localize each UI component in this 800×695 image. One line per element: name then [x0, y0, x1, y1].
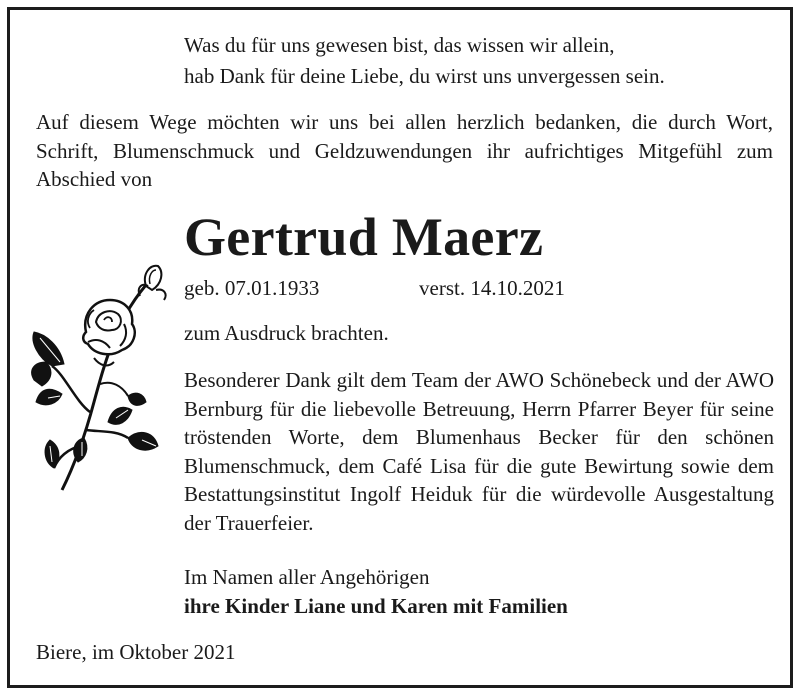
birth-date: geb. 07.01.1933 — [184, 276, 320, 300]
life-dates — [184, 274, 565, 302]
thanks-paragraph: Besonderer Dank gilt dem Team der AWO Schönebeck und der AWO Bernburg für die liebevolle Betreuung, Herrn Pfarrer Beyer für seine tröstenden Worte, dem Blumenhaus Becker für den schönen Blumenschmuck, dem Café Lisa für die gute Bewirtung sowie dem Bestattungsinstitut Ingolf Heiduk für die würdevolle Ausgestaltung der Trauerfeier. — [184, 368, 774, 535]
signature-names: ihre Kinder Liane und Karen mit Familien — [184, 594, 568, 618]
memorial-poem — [184, 30, 665, 92]
signature-intro: Im Namen aller Angehörigen — [184, 565, 430, 589]
expression-text: zum Ausdruck brachten. — [184, 321, 389, 345]
place-date: Biere, im Oktober 2021 — [36, 640, 236, 664]
intro-text: Auf diesem Wege möchten wir uns bei allen herzlich bedanken, die durch Wort, Schrift, Blumenschmuck und Geldzuwendungen ihr aufrichtiges Mitgefühl zum Abschied von — [36, 110, 773, 191]
poem-line-2: hab Dank für deine Liebe, du wirst uns unvergessen sein. — [184, 64, 665, 88]
death-date: verst. 14.10.2021 — [419, 276, 565, 300]
obituary-notice — [7, 7, 793, 688]
poem-line-1: Was du für uns gewesen bist, das wissen wir allein, — [184, 33, 615, 57]
deceased-name: Gertrud Maerz — [184, 207, 544, 267]
rose-icon — [24, 262, 184, 502]
